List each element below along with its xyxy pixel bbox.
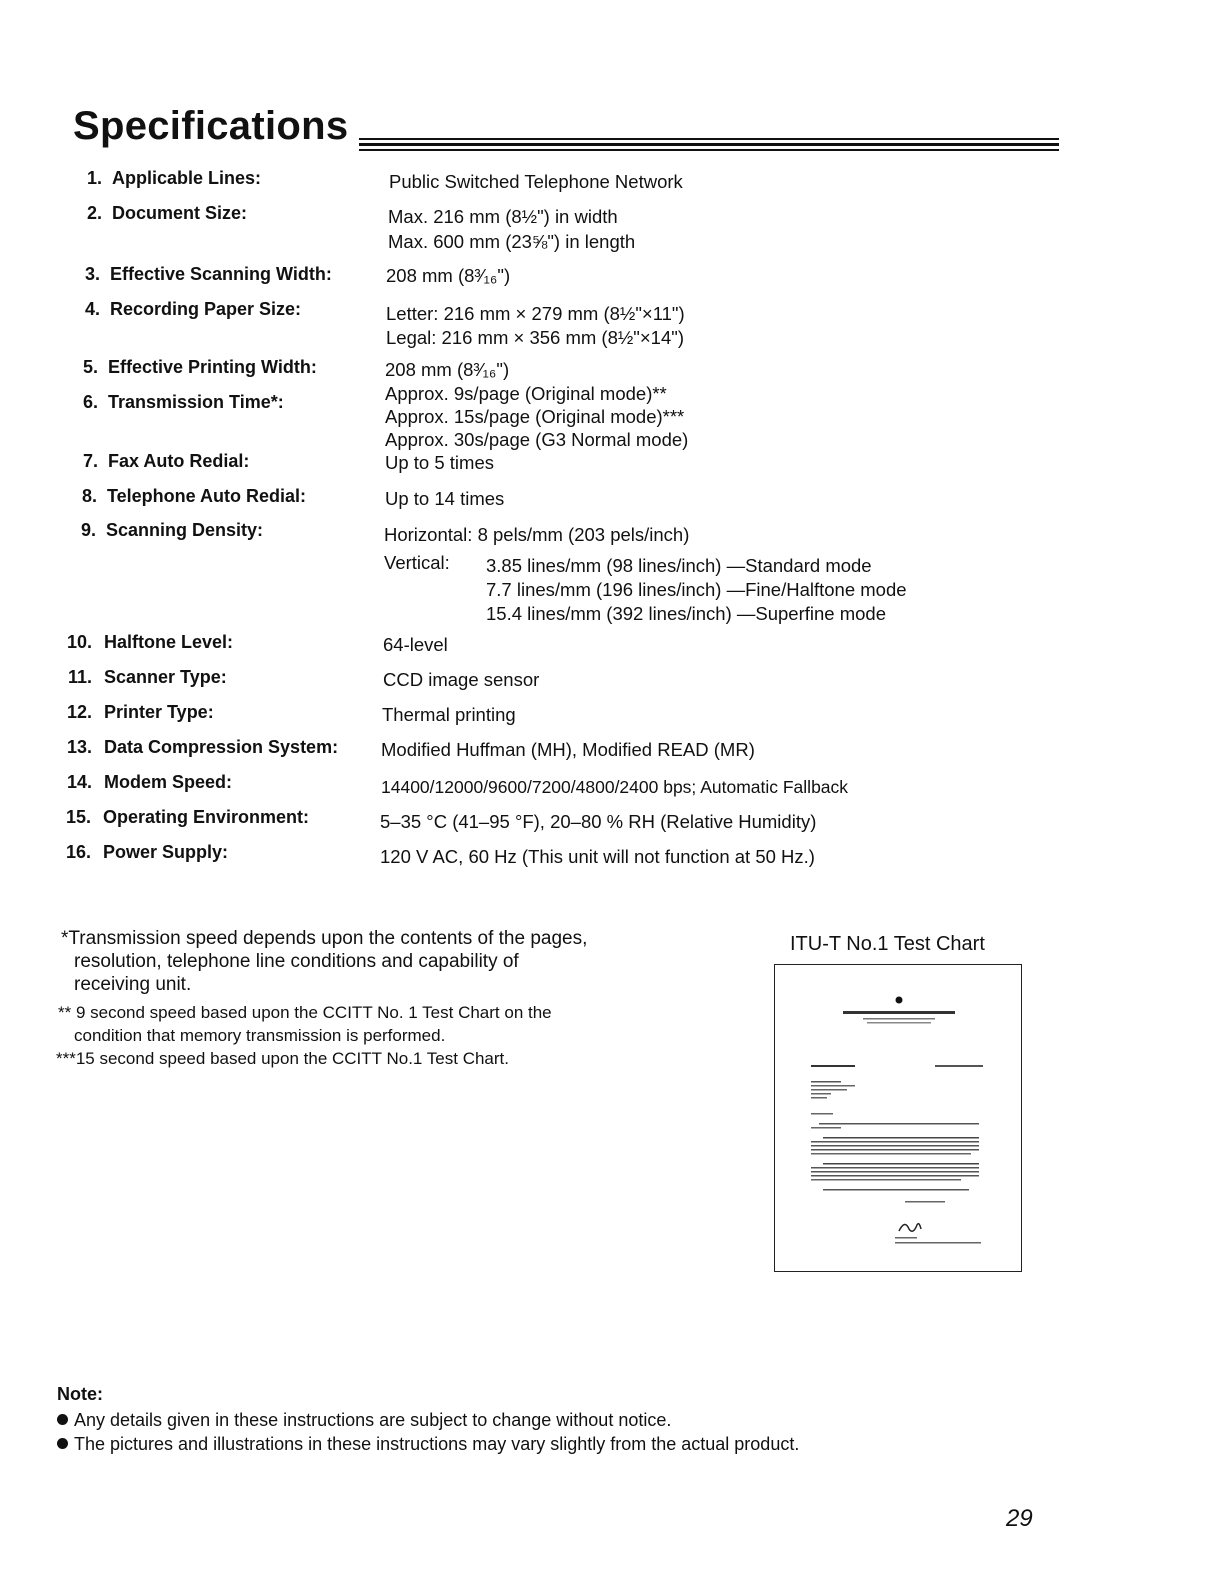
spec-value: Modified Huffman (MH), Modified READ (MR) [381, 739, 755, 760]
spec-number: 5. [82, 357, 98, 377]
spec-label: Power Supply: [103, 842, 229, 862]
spec-number: 4. [84, 299, 100, 319]
footnote-line: condition that memory transmission is performed. [74, 1026, 446, 1045]
spec-number: 11. [67, 667, 92, 687]
spec-value: Max. 216 mm (8½") in width [388, 206, 618, 227]
spec-value: Public Switched Telephone Network [389, 171, 683, 192]
spec-label: Telephone Auto Redial: [107, 486, 307, 506]
spec-value: Horizontal: 8 pels/mm (203 pels/inch) [384, 524, 690, 545]
spec-value: 208 mm (8³⁄₁₆") [386, 265, 511, 286]
spec-label: Document Size: [112, 203, 248, 223]
spec-value: 5–35 °C (41–95 °F), 20–80 % RH (Relative Humidity) [380, 811, 817, 832]
spec-label: Data Compression System: [104, 737, 339, 757]
spec-value: 3.85 lines/mm (98 lines/inch) —Standard mode [486, 555, 872, 576]
footnote-line: ** 9 second speed based upon the CCITT No. 1 Test Chart on the [58, 1003, 552, 1022]
spec-value: 7.7 lines/mm (196 lines/inch) —Fine/Halftone mode [486, 579, 907, 600]
spec-value: Approx. 30s/page (G3 Normal mode) [385, 429, 689, 450]
bullet-icon [57, 1414, 68, 1425]
spec-value: Letter: 216 mm × 279 mm (8½"×11") [386, 303, 685, 324]
spec-label: Scanning Density: [106, 520, 264, 540]
spec-value: Up to 5 times [385, 452, 494, 473]
spec-value: CCD image sensor [383, 669, 540, 690]
footnote-line: ***15 second speed based upon the CCITT No.1 Test Chart. [56, 1049, 509, 1068]
spec-number: 2. [86, 203, 102, 223]
note-item-text: The pictures and illustrations in these instructions may vary slightly from the actual product. [74, 1434, 800, 1454]
spec-value: 64-level [383, 634, 448, 655]
spec-value: Approx. 15s/page (Original mode)*** [385, 406, 685, 427]
spec-value: Approx. 9s/page (Original mode)** [385, 383, 667, 404]
spec-number: 8. [81, 486, 97, 506]
spec-value: Legal: 216 mm × 356 mm (8½"×14") [386, 327, 684, 348]
title-rule [359, 138, 1059, 140]
note-item-text: Any details given in these instructions are subject to change without notice. [74, 1410, 672, 1430]
spec-number: 7. [82, 451, 98, 471]
spec-number: 6. [82, 392, 98, 412]
spec-label: Recording Paper Size: [110, 299, 302, 319]
spec-label: Applicable Lines: [112, 168, 262, 188]
spec-value: 120 V AC, 60 Hz (This unit will not function at 50 Hz.) [380, 846, 815, 867]
note-heading: Note: [57, 1384, 103, 1404]
spec-value: Up to 14 times [385, 488, 505, 509]
title-rule [359, 143, 1059, 146]
spec-value: Max. 600 mm (23⅝") in length [388, 231, 636, 252]
spec-label: Halftone Level: [104, 632, 234, 652]
page-title: Specifications [73, 104, 349, 148]
spec-value: 15.4 lines/mm (392 lines/inch) —Superfine mode [486, 603, 886, 624]
test-chart-caption: ITU-T No.1 Test Chart [790, 933, 985, 955]
spec-label: Effective Printing Width: [108, 357, 317, 377]
title-rule [359, 149, 1059, 151]
spec-label: Effective Scanning Width: [110, 264, 332, 284]
spec-number: 3. [84, 264, 100, 284]
spec-number: 12. [66, 702, 92, 722]
test-chart-image [774, 964, 1022, 1272]
spec-value: Thermal printing [382, 704, 516, 725]
spec-number: 14. [66, 772, 92, 792]
spec-value: 208 mm (8³⁄₁₆") [385, 359, 510, 380]
page-number: 29 [1006, 1505, 1033, 1532]
bullet-icon [57, 1438, 68, 1449]
spec-label: Printer Type: [104, 702, 214, 722]
footnote-line: receiving unit. [74, 974, 192, 995]
spec-number: 9. [80, 520, 96, 540]
spec-number: 15. [65, 807, 91, 827]
spec-label: Fax Auto Redial: [108, 451, 250, 471]
page-header [73, 104, 1063, 164]
note-item [57, 1410, 671, 1431]
spec-label: Transmission Time*: [108, 392, 284, 412]
spec-value: 14400/12000/9600/7200/4800/2400 bps; Automatic Fallback [381, 777, 849, 797]
spec-number: 1. [86, 168, 102, 188]
spec-label: Scanner Type: [104, 667, 227, 687]
vertical-density-label: Vertical: [384, 552, 450, 573]
test-chart-letter-illustration [775, 965, 1021, 1271]
note-item [57, 1434, 799, 1455]
spec-number: 10. [66, 632, 92, 652]
spec-number: 16. [65, 842, 91, 862]
spec-label: Modem Speed: [104, 772, 233, 792]
footnote-line: *Transmission speed depends upon the contents of the pages, [61, 928, 588, 949]
spec-label: Operating Environment: [103, 807, 310, 827]
footnote-line: resolution, telephone line conditions and capability of [74, 951, 519, 972]
spec-number: 13. [66, 737, 92, 757]
